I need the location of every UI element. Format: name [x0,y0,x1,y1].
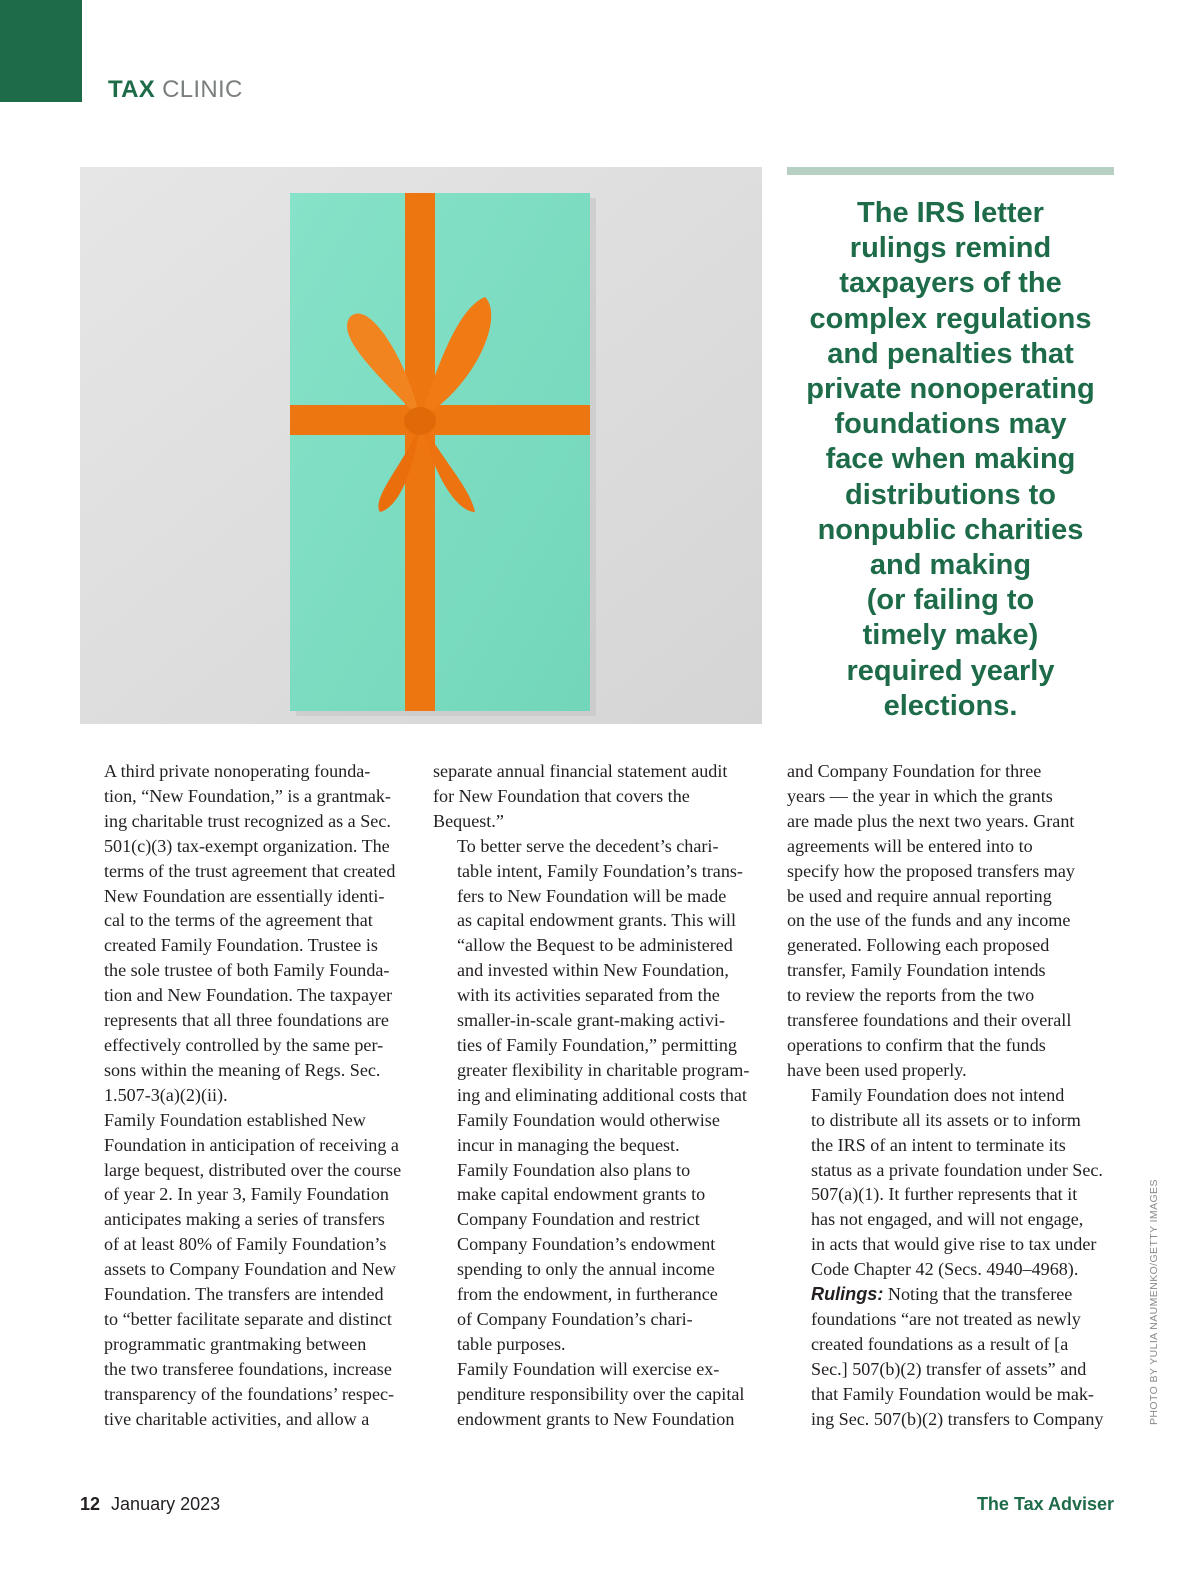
body-paragraph [433,759,763,834]
text-line: endowment grants to New Foundation [457,1408,735,1429]
text-line: years — the year in which the grants [787,785,1053,806]
pull-quote-line: face when making [825,443,1076,476]
pull-quote-line: and penalties that [827,337,1074,370]
section-label [108,76,243,104]
text-line: be used and require annual reporting [787,885,1052,906]
text-line: large bequest, distributed over the course [104,1159,402,1180]
text-line: status as a private foundation under Sec. [811,1159,1103,1180]
text-line: the sole trustee of both Family Founda- [104,960,390,981]
text-line: ties of Family Foundation,” permitting [457,1034,737,1055]
pull-quote-line: (or failing to [866,584,1035,617]
text-line: Family Foundation would otherwise [457,1109,720,1130]
text-line: for New Foundation that covers the [433,785,690,806]
text-line: anticipates making a series of transfers [104,1209,385,1230]
text-line: are made plus the next two years. Grant [787,810,1075,831]
body-paragraph [433,834,763,1158]
text-line: fers to New Foundation will be made [457,885,727,906]
pull-quote-line: timely make) [862,619,1039,652]
pull-quote-line: taxpayers of the [839,267,1062,300]
pull-quote-line: nonpublic charities [817,513,1084,546]
text-line: tive charitable activities, and allow a [104,1408,370,1429]
rulings-first-line: Noting that the transferee [883,1284,1073,1305]
section-color-block [0,0,82,102]
text-line: tion, “New Foundation,” is a grantmak- [104,785,391,806]
text-line: created Family Foundation. Trustee is [104,935,378,956]
body-paragraph [80,1108,410,1432]
text-line: tion and New Foundation. The taxpayer [104,985,393,1006]
text-line: incur in managing the bequest. [457,1134,680,1155]
text-line: Family Foundation also plans to [457,1159,691,1180]
text-line: specify how the proposed transfers may [787,860,1075,881]
pull-quote-line: The IRS letter [857,197,1044,229]
text-line: and Company Foundation for three [787,761,1042,781]
text-line: the IRS of an intent to terminate its [811,1134,1066,1155]
text-line: separate annual financial statement audit [433,761,728,781]
text-line: to review the reports from the two [787,985,1035,1006]
text-line: make capital endowment grants to [457,1184,706,1205]
text-line: created foundations as a result of [a [811,1333,1069,1354]
text-line: to distribute all its assets or to inform [811,1109,1081,1130]
text-line: of year 2. In year 3, Family Foundation [104,1184,389,1205]
text-line: transfer, Family Foundation intends [787,960,1046,981]
text-line: Foundation in anticipation of receiving a [104,1134,399,1155]
article-column-2 [433,759,763,1431]
text-line: of Company Foundation’s chari- [457,1308,693,1329]
pull-quote-rule [787,167,1114,175]
text-line: 501(c)(3) tax-exempt organization. The [104,835,390,856]
text-line: 507(a)(1). It further represents that it [811,1184,1078,1205]
pull-quote-line: elections. [883,689,1018,722]
article-column-3 [787,759,1117,1431]
text-line: greater flexibility in charitable program- [457,1059,750,1080]
text-line: Code Chapter 42 (Secs. 4940–4968). [811,1259,1079,1280]
pull-quote-line: foundations may [834,408,1067,441]
gift-box-with-orange-ribbon-image [80,167,762,724]
text-line: 1.507-3(a)(2)(ii). [104,1084,228,1105]
text-line: with its activities separated from the [457,985,720,1006]
text-line: smaller-in-scale grant-making activi- [457,1010,725,1031]
body-paragraph [433,1357,763,1432]
footer-folio [80,1494,220,1515]
text-line: has not engaged, and will not engage, [811,1209,1084,1230]
text-line: Company Foundation’s endowment [457,1234,716,1255]
body-paragraph [787,1083,1117,1282]
pull-quote-line: complex regulations [809,302,1092,335]
text-line: table intent, Family Foundation’s trans- [457,860,743,881]
text-line: New Foundation are essentially identi- [104,885,385,906]
section-label-bold: TAX [108,76,156,103]
text-line: penditure responsibility over the capital [457,1383,745,1404]
page-number: 12 [80,1494,101,1514]
text-line: Family Foundation established New [104,1109,366,1130]
text-line: Family Foundation does not intend [811,1084,1065,1105]
text-line: in acts that would give rise to tax under [811,1234,1097,1255]
text-line: programmatic grantmaking between [104,1333,367,1354]
text-line: on the use of the funds and any income [787,910,1071,931]
pull-quote-line: and making [869,549,1032,582]
text-line: have been used properly. [787,1059,967,1080]
text-line: the two transferee foundations, increase [104,1358,392,1379]
text-line: table purposes. [457,1333,566,1354]
text-line: represents that all three foundations are [104,1010,389,1031]
text-line: transferee foundations and their overall [787,1010,1072,1031]
body-paragraph [787,759,1117,1083]
text-line: from the endowment, in furtherance [457,1284,718,1305]
rulings-paragraph [787,1282,1117,1431]
pull-quote [787,196,1114,724]
text-line: assets to Company Foundation and New [104,1259,396,1280]
text-line: ing Sec. 507(b)(2) transfers to Company [811,1408,1104,1429]
article-column-1 [80,759,410,1431]
text-line: “allow the Bequest to be administered [457,935,733,956]
text-line: as capital endowment grants. This will [457,910,737,931]
text-line: and invested within New Foundation, [457,960,729,981]
text-line: ing charitable trust recognized as a Sec. [104,810,391,831]
text-line: terms of the trust agreement that created [104,860,396,881]
text-line: effectively controlled by the same per- [104,1034,384,1055]
pull-quote-line: distributions to [844,478,1057,511]
text-line: agreements will be entered into to [787,835,1033,856]
issue-date: January 2023 [111,1494,221,1514]
text-line: to “better facilitate separate and distinct [104,1308,392,1329]
text-line: operations to confirm that the funds [787,1034,1046,1055]
text-line: sons within the meaning of Regs. Sec. [104,1059,381,1080]
pull-quote-line: rulings remind [849,232,1052,265]
text-line: that Family Foundation would be mak- [811,1383,1094,1404]
text-line: cal to the terms of the agreement that [104,910,373,931]
text-line: Company Foundation and restrict [457,1209,700,1230]
body-paragraph [433,1158,763,1357]
text-line: A third private nonoperating founda- [104,761,371,781]
text-line: generated. Following each proposed [787,935,1050,956]
text-line: Foundation. The transfers are intended [104,1284,384,1305]
section-label-light: CLINIC [162,76,243,103]
text-line: Family Foundation will exercise ex- [457,1358,720,1379]
text-line: To better serve the decedent’s chari- [457,835,719,856]
text-line: spending to only the annual income [457,1259,715,1280]
pull-quote-line: private nonoperating [806,373,1095,406]
text-line: of at least 80% of Family Foundation’s [104,1234,387,1255]
publication-name: The Tax Adviser [976,1494,1114,1514]
text-line: Sec.] 507(b)(2) transfer of assets” and [811,1358,1087,1379]
photo-credit: PHOTO BY YULIA NAUMENKO/GETTY IMAGES [1148,1179,1160,1425]
text-line: foundations “are not treated as newly [811,1308,1081,1329]
text-line: Bequest.” [433,810,504,831]
rulings-run-head: Rulings: [811,1284,884,1305]
body-paragraph [80,759,410,1108]
text-line: transparency of the foundations’ respec- [104,1383,395,1404]
text-line: ing and eliminating additional costs that [457,1084,747,1105]
pull-quote-line: required yearly [846,654,1055,687]
